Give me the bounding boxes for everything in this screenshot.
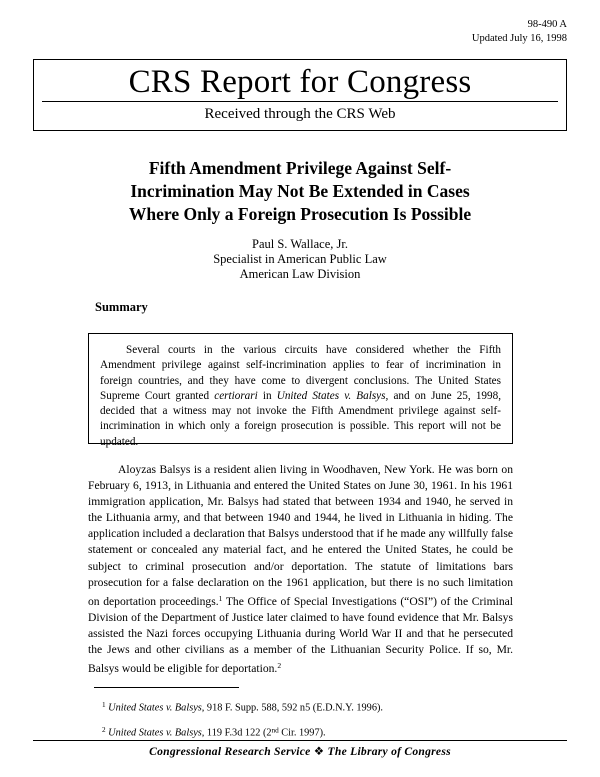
footnote-1 <box>88 698 513 716</box>
author-block <box>63 237 537 282</box>
updated-date: Updated July 16, 1998 <box>471 33 567 44</box>
summary-part-1: Several courts in the various circuits have considered whether the Fifth Amendment privilege against self-incrimination applies to fear of incrimination in foreign countries, and they have come to divergent conclusions. The United States Supreme Court granted <box>100 344 501 402</box>
footnote-2 <box>88 723 513 741</box>
footer-right-text: The Library of Congress <box>327 745 451 758</box>
summary-part-3: and on June 25, 1998, decided that a witness may not invoke the Fifth Amendment privilege against self-incrimination in which only a foreign prosecution is possible. This report will not be updated. <box>100 389 502 448</box>
footer-divider <box>33 740 567 741</box>
title-line-3: Where Only a Foreign Prosecution Is Possible <box>128 204 472 224</box>
document-identifier <box>472 18 567 46</box>
summary-italic-certiorari: certiorari <box>214 389 258 402</box>
report-number: 98-490 A <box>527 19 567 30</box>
title-line-2: Incrimination May Not Be Extended in Cases <box>130 181 470 201</box>
footer-left-text: Congressional Research Service <box>149 745 311 758</box>
author-role: Specialist in American Public Law <box>213 252 387 266</box>
summary-italic-case-name: United States v. Balsys, <box>276 389 389 402</box>
footnote-2-case: United States v. Balsys, <box>108 727 205 738</box>
author-name: Paul S. Wallace, Jr. <box>252 237 348 251</box>
summary-part-2: in <box>257 389 277 402</box>
footnote-separator <box>94 687 239 688</box>
footnote-1-case: United States v. Balsys, <box>108 702 205 714</box>
footnote-ref-2[interactable]: 2 <box>277 661 282 671</box>
diamond-icon: ❖ <box>313 745 325 758</box>
body-part-1: Aloyzas Balsys is a resident alien living in Woodhaven, New York. He was born on February 6, 1913, in Lithuania and entered the United States on June 30, 1961. In his 1961 immigration application, Mr. Balsys had stated that between 1934 and 1940, he served in the Lithuania army, and that between 1940 and 1944, he lived in Lithuania in hiding. The application included a declaration that Balsys understood that if he made any willfully false statement or concealed any material fact, and he entered the United States, he could be subject to criminal prosecution and/or deportation. The statute of limitations bars prosecution for a false declaration on the 1961 application, but there is no such limitation on deportation proceedings. <box>88 463 513 608</box>
summary-box <box>88 333 513 448</box>
footnote-1-citation: 918 F. Supp. 588, 592 n5 (E.D.N.Y. 1996). <box>204 702 383 714</box>
masthead-subtitle: Received through the CRS Web <box>204 106 396 123</box>
summary-text <box>100 343 501 450</box>
summary-heading: Summary <box>95 300 148 314</box>
footnote-2-citation-before: 119 F.3d 122 (2 <box>204 727 272 738</box>
footnote-1-marker: 1 <box>102 701 106 709</box>
body-paragraph <box>88 462 513 677</box>
author-division: American Law Division <box>239 267 361 281</box>
masthead-title: CRS Report for Congress <box>128 64 472 100</box>
footnote-2-marker: 2 <box>102 725 106 734</box>
page-title <box>63 157 537 226</box>
footnote-2-citation-after: Cir. 1997). <box>278 727 326 738</box>
title-line-1: Fifth Amendment Privilege Against Self- <box>148 158 452 178</box>
footnote-2-ordinal: nd <box>271 726 279 734</box>
body-part-2: The Office of Special Investigations (“OSI”) of the Criminal Division of the Department of Justice later claimed to have found evidence that Mr. Balsys assisted the Nazi forces occupying Lithuania during World War II and that he persecuted the Jews and other civilians as a member of the Lithuanian Security Police. If so, Mr. Balsys would be eligible for deportation. <box>88 594 513 676</box>
footer <box>33 744 567 760</box>
masthead-box <box>33 59 567 131</box>
masthead-divider <box>42 101 558 102</box>
footnote-ref-1[interactable]: 1 <box>218 593 223 603</box>
